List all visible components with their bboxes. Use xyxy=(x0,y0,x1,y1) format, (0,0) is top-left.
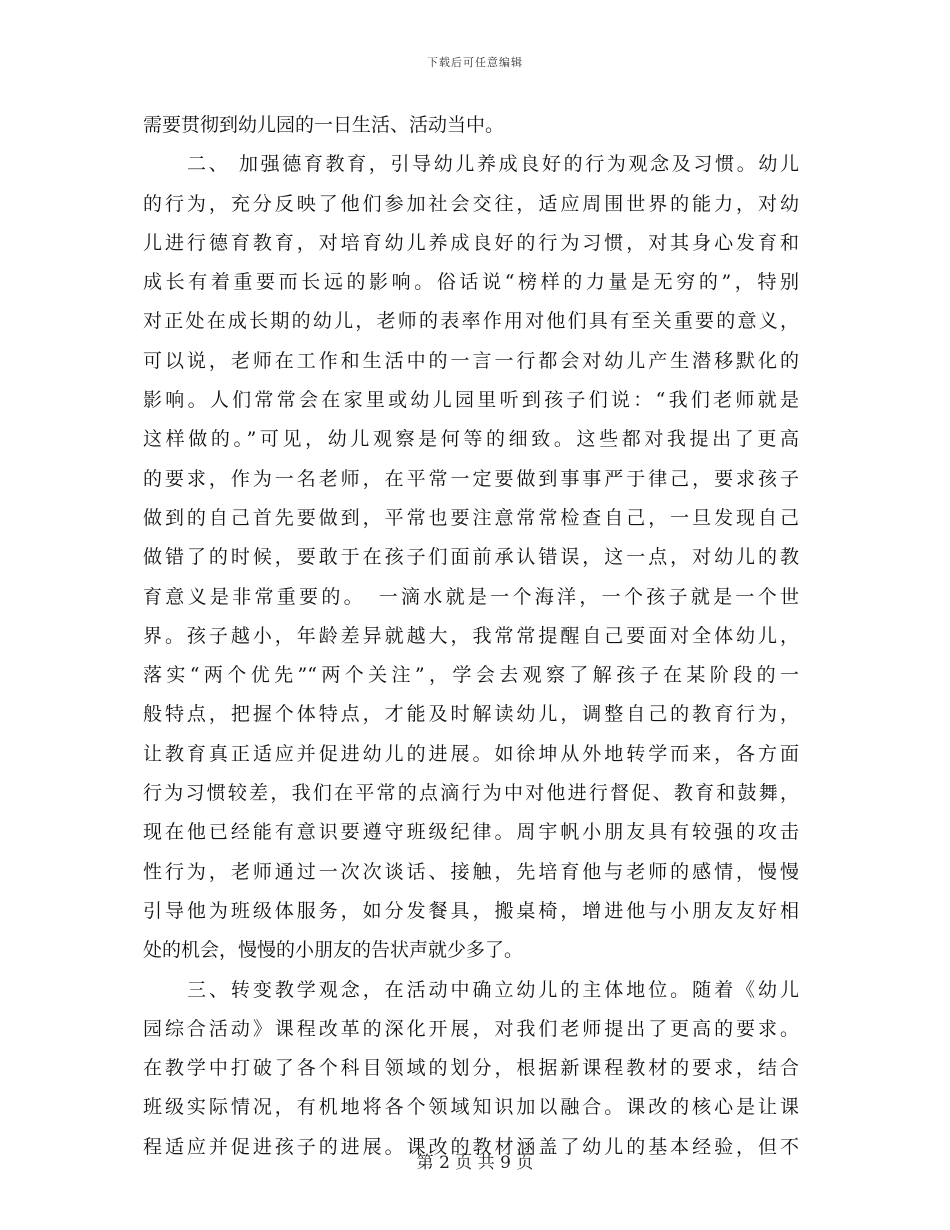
text-line: 对正处在成长期的幼儿，老师的表率作用对他们具有至关重要的意义， xyxy=(143,310,799,333)
text-line: 落实“两个优先”“两个关注”，学会去观察了解孩子在某阶段的一 xyxy=(143,664,799,687)
text-line: 育意义是非常重要的。 一滴水就是一个海洋，一个孩子就是一个世 xyxy=(143,585,799,608)
text-line: 行为习惯较差，我们在平常的点滴行为中对他进行督促、教育和鼓舞， xyxy=(143,782,799,805)
text-line: 可以说，老师在工作和生活中的一言一行都会对幼儿产生潜移默化的 xyxy=(143,349,799,372)
text-line: 三、转变教学观念，在活动中确立幼儿的主体地位。随着《幼儿 xyxy=(187,978,799,1001)
text-line: 二、 加强德育教育，引导幼儿养成良好的行为观念及习惯。幼儿 xyxy=(187,153,799,176)
text-line: 成长有着重要而长远的影响。俗话说“榜样的力量是无穷的”，特别 xyxy=(143,271,799,294)
text-line: 现在他已经能有意识要遵守班级纪律。周宇帆小朋友具有较强的攻击 xyxy=(143,821,799,844)
text-line: 做错了的时候，要敢于在孩子们面前承认错误，这一点，对幼儿的教 xyxy=(143,546,799,569)
text-line: 需要贯彻到幼儿园的一日生活、活动当中。 xyxy=(143,114,505,136)
text-line: 处的机会，慢慢的小朋友的告状声就少多了。 xyxy=(143,939,524,962)
text-line: 让教育真正适应并促进幼儿的进展。如徐坤从外地转学而来，各方面 xyxy=(143,742,799,765)
text-line: 做到的自己首先要做到，平常也要注意常常检查自己，一旦发现自己 xyxy=(143,506,799,529)
text-line: 程适应并促进孩子的进展。课改的教材涵盖了幼儿的基本经验，但不 xyxy=(143,1135,799,1158)
text-line: 在教学中打破了各个科目领域的划分，根据新课程教材的要求，结合 xyxy=(143,1057,799,1080)
document-body xyxy=(143,106,799,1167)
text-line: 界。孩子越小，年龄差异就越大，我常常提醒自己要面对全体幼儿， xyxy=(143,624,799,647)
text-line: 引导他为班级体服务，如分发餐具，搬桌椅，增进他与小朋友友好相 xyxy=(143,899,799,922)
text-line: 班级实际情况，有机地将各个领域知识加以融合。课改的核心是让课 xyxy=(143,1096,799,1119)
text-line: 性行为，老师通过一次次谈话、接触，先培育他与老师的感情，慢慢 xyxy=(143,860,799,883)
text-line: 的要求，作为一名老师，在平常一定要做到事事严于律己，要求孩子 xyxy=(143,467,799,490)
text-line: 园综合活动》课程改革的深化开展，对我们老师提出了更高的要求。 xyxy=(143,1017,799,1040)
page-footer: 第 2 页 共 9 页 xyxy=(416,1153,534,1173)
text-line: 儿进行德育教育，对培育幼儿养成良好的行为习惯，对其身心发育和 xyxy=(143,231,799,254)
text-line: 般特点，把握个体特点，才能及时解读幼儿，调整自己的教育行为， xyxy=(143,703,799,726)
text-line: 影响。人们常常会在家里或幼儿园里听到孩子们说：“我们老师就是 xyxy=(143,389,799,412)
text-line: 的行为，充分反映了他们参加社会交往，适应周围世界的能力，对幼 xyxy=(143,192,799,215)
text-line: 这样做的。”可见，幼儿观察是何等的细致。这些都对我提出了更高 xyxy=(143,428,799,451)
page-header: 下载后可任意编辑 xyxy=(427,56,523,69)
